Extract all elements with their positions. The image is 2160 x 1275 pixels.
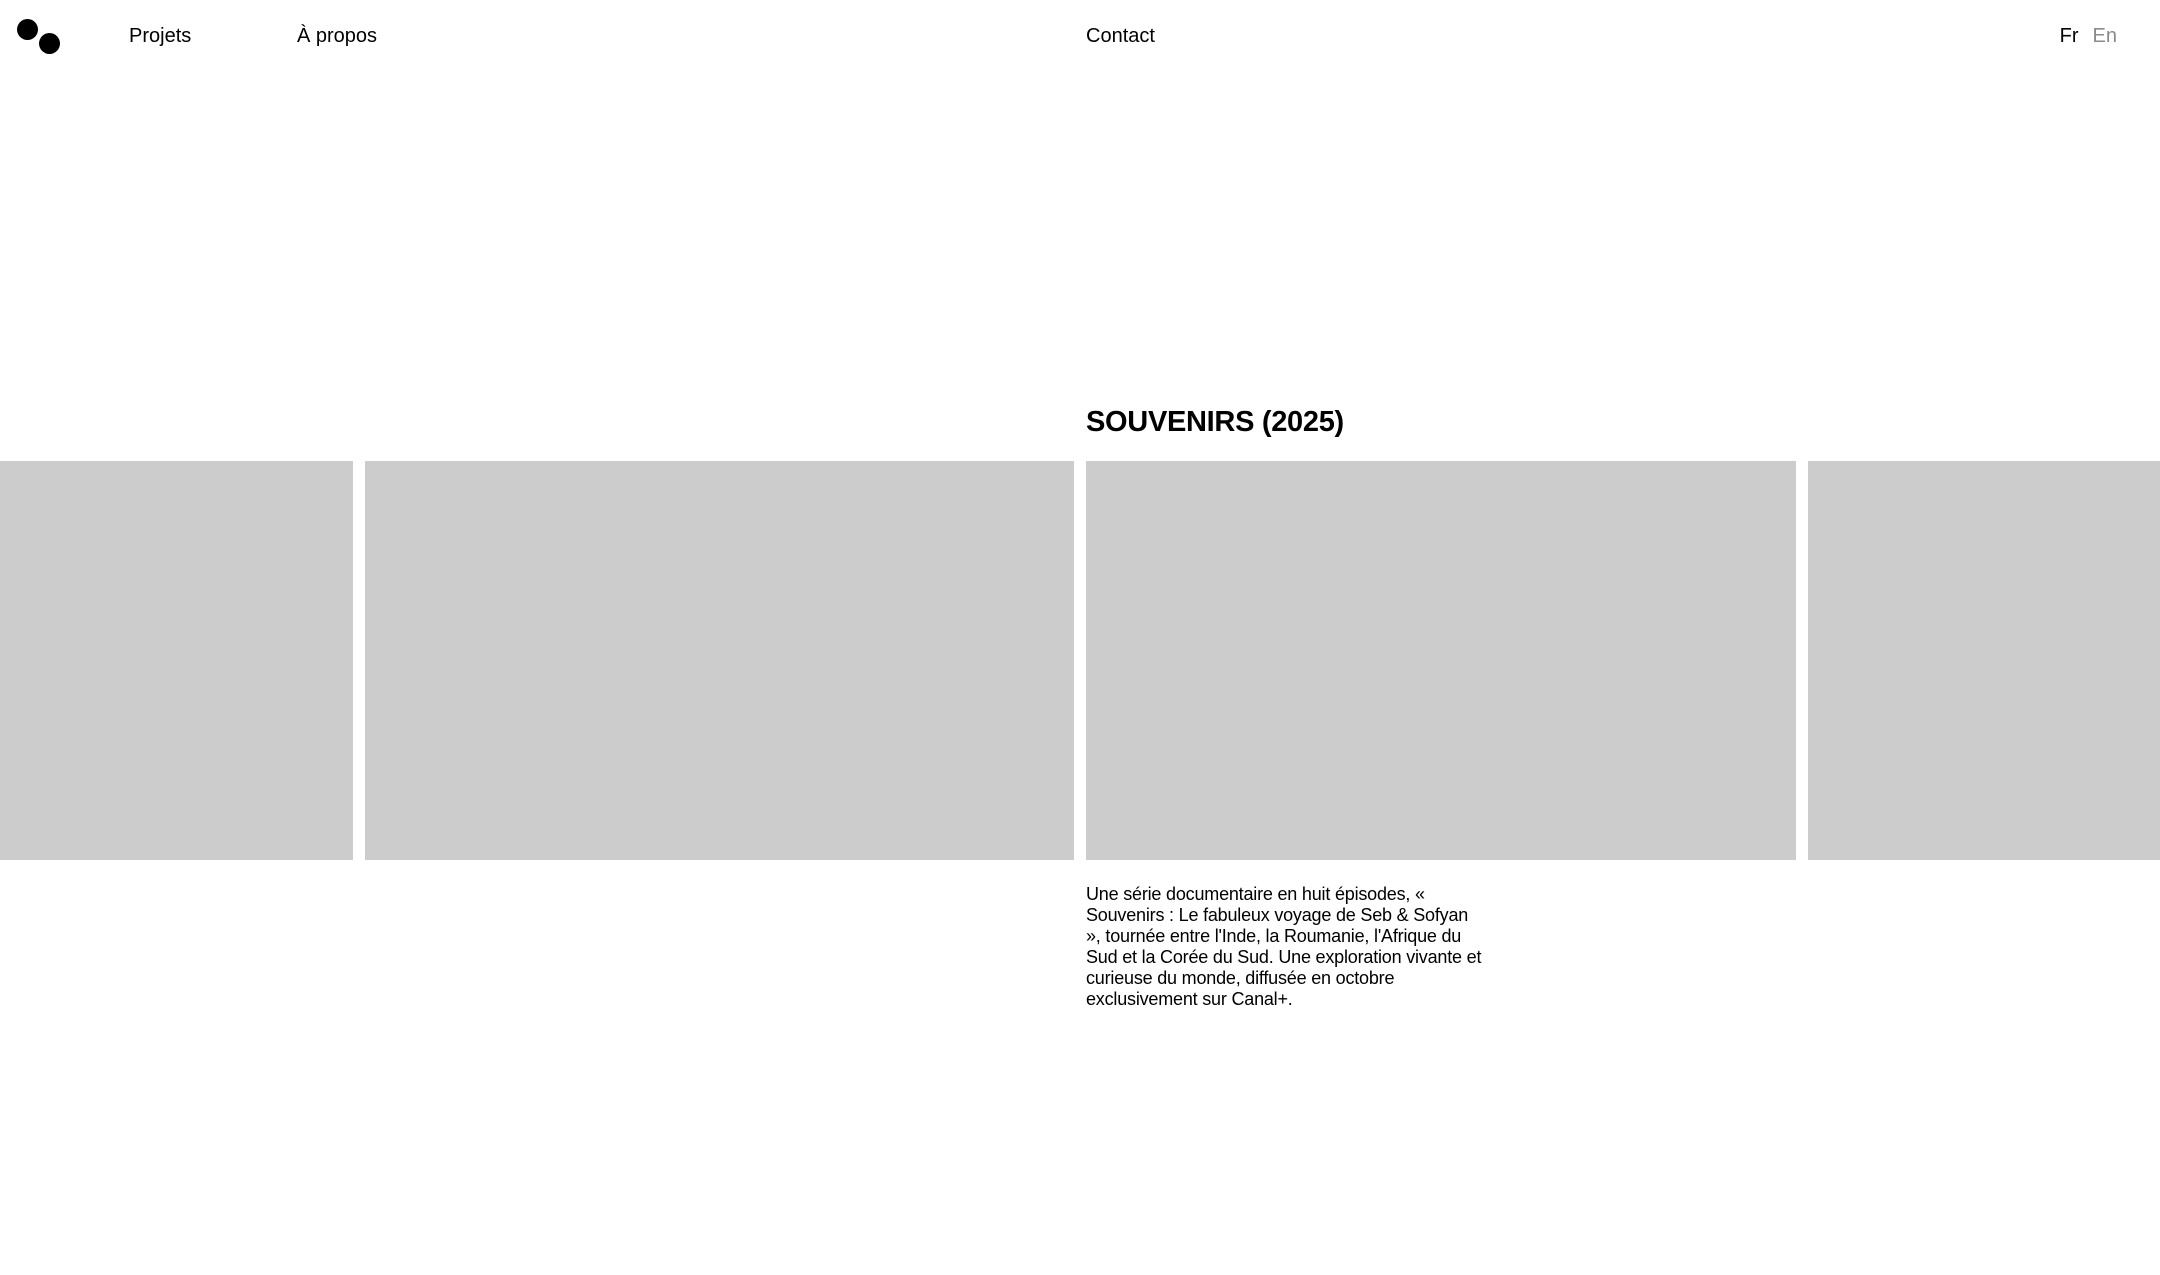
language-fr-link[interactable]: Fr bbox=[2059, 25, 2079, 47]
language-switcher bbox=[2060, 24, 2117, 48]
carousel-image-placeholder[interactable] bbox=[0, 461, 353, 860]
nav-link-a-propos[interactable]: À propos bbox=[297, 25, 378, 47]
language-en-link[interactable]: En bbox=[2092, 25, 2117, 47]
home-logo[interactable] bbox=[16, 19, 62, 55]
logo-dot-icon bbox=[39, 33, 60, 54]
logo-dot-icon bbox=[17, 19, 38, 40]
nav-link-contact[interactable]: Contact bbox=[1086, 25, 1155, 47]
nav-link-projets[interactable]: Projets bbox=[129, 25, 192, 47]
carousel-image-placeholder[interactable] bbox=[1808, 461, 2160, 860]
carousel-image-placeholder[interactable] bbox=[365, 461, 1074, 860]
carousel-image-current[interactable] bbox=[1086, 461, 1796, 860]
project-description: Une série documentaire en huit épisodes, « Souvenirs : Le fabuleux voyage de Seb & Sofyan », tournée entre l'Inde, la Roumanie, l'Afrique du Sud et la Corée du Sud. Une exploration vivante et curieuse du monde, diffusée en octobre exclusivement sur Canal+. bbox=[1086, 884, 1482, 1009]
project-title: SOUVENIRS (2025) bbox=[1086, 406, 1344, 438]
